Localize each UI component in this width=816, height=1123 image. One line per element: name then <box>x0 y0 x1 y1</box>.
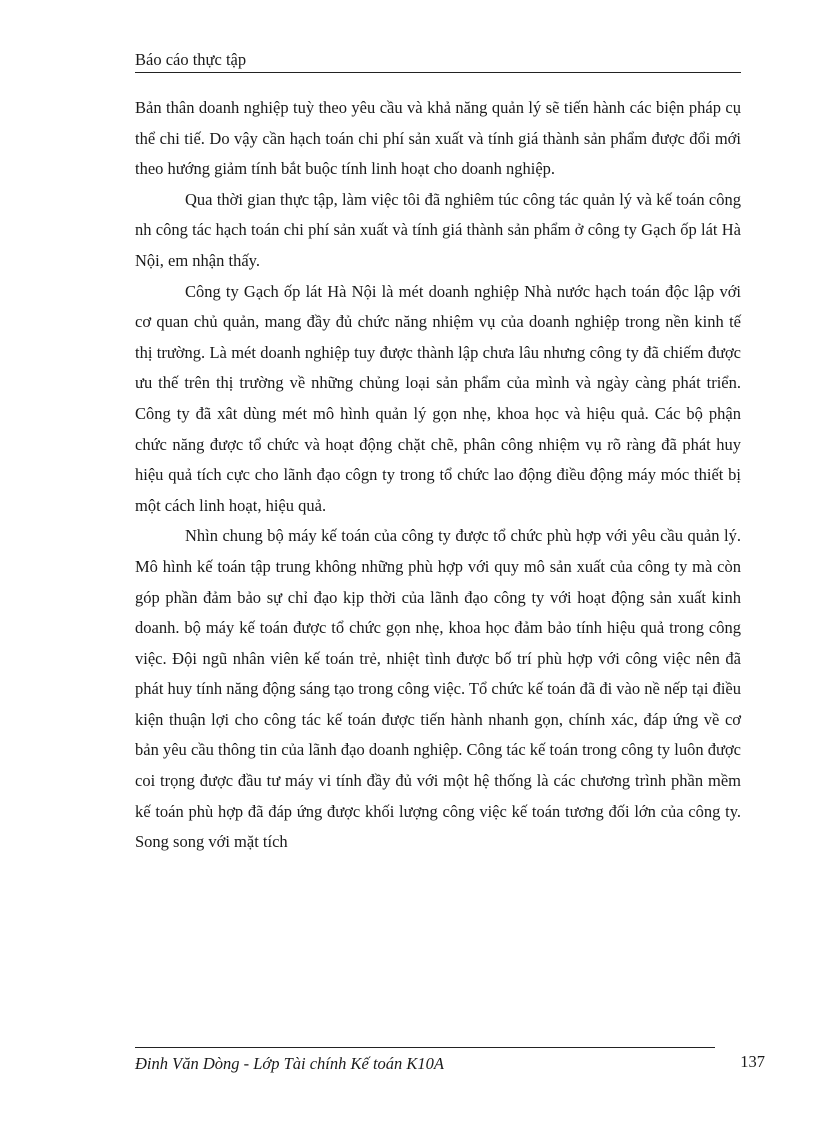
page-header <box>135 48 741 73</box>
paragraph-2: Qua thời gian thực tập, làm việc tôi đã nghiêm túc công tác quản lý và kế toán công nh công tác hạch toán chi phí sản xuất và tính giá thành sản phẩm ở công ty Gạch ốp lát Hà Nội, em nhận thấy. <box>135 189 741 270</box>
document-body <box>135 93 741 858</box>
page-number: 137 <box>740 1052 765 1071</box>
page-footer <box>135 1047 765 1077</box>
paragraph-3: Công ty Gạch ốp lát Hà Nội là mét doanh nghiệp Nhà nước hạch toán độc lập với cơ quan chủ quản, mang đầy đủ chức năng nhiệm vụ của doanh nghiệp trong nền kinh tế thị trường. Là mét doanh nghiệp tuy được thành lập chưa lâu nhưng công ty đã chiếm được ưu thế trên thị trường về những chủng loại sản phẩm của mình và ngày càng phát triển. Công ty đã xât dùng mét mô hình quản lý gọn nhẹ, khoa học và hiệu quả. Các bộ phận chức năng được tổ chức và hoạt động chặt chẽ, phân công nhiệm vụ rõ ràng đã phát huy hiệu quả tích cực cho lãnh đạo côgn ty trong tổ chức lao động điều động máy móc thiết bị một cách linh hoạt, hiệu quả. <box>135 281 741 515</box>
footer-divider <box>135 1047 715 1048</box>
paragraph-4: Nhìn chung bộ máy kế toán của công ty được tổ chức phù hợp với yêu cầu quản lý. Mô hình kế toán tập trung không những phù hợp với quy mô sản xuất của công ty mà còn góp phần đảm bảo sự chỉ đạo kịp thời của lãnh đạo công ty với hoạt động sản xuất kinh doanh. bộ máy kế toán được tổ chức gọn nhẹ, khoa học đảm bảo tính hiệu quả trong công việc. Đội ngũ nhân viên kế toán trẻ, nhiệt tình được bố trí phù hợp với công việc nên đã phát huy tính năng động sáng tạo trong công việc. Tổ chức kế toán đã đi vào nề nếp tại điều kiện thuận lợi cho công tác kế toán được tiến hành nhanh gọn, chính xác, đáp ứng về cơ bản yêu cầu thông tin của lãnh đạo doanh nghiệp. Công tác kế toán trong công ty luôn được coi trọng được đầu tư máy vi tính đầy đủ với một hệ thống là các chương trình phần mềm kế toán phù hợp đã đáp ứng được khối lượng công việc kế toán tương đối lớn của công ty. Song song với mặt tích <box>135 526 741 852</box>
header-title: Báo cáo thực tập <box>135 50 247 69</box>
paragraph-1: Bản thân doanh nghiệp tuỳ theo yêu cầu và khả năng quản lý sẽ tiến hành các biện pháp cụ thể chi tiế. Do vậy cần hạch toán chi phí sản xuất và tính giá thành sản phẩm được đổi mới theo hướng giảm tính bắt buộc tính linh hoạt cho doanh nghiệp. <box>135 98 741 179</box>
footer-author: Đinh Văn Dòng - Lớp Tài chính Kế toán K10A <box>135 1054 445 1073</box>
